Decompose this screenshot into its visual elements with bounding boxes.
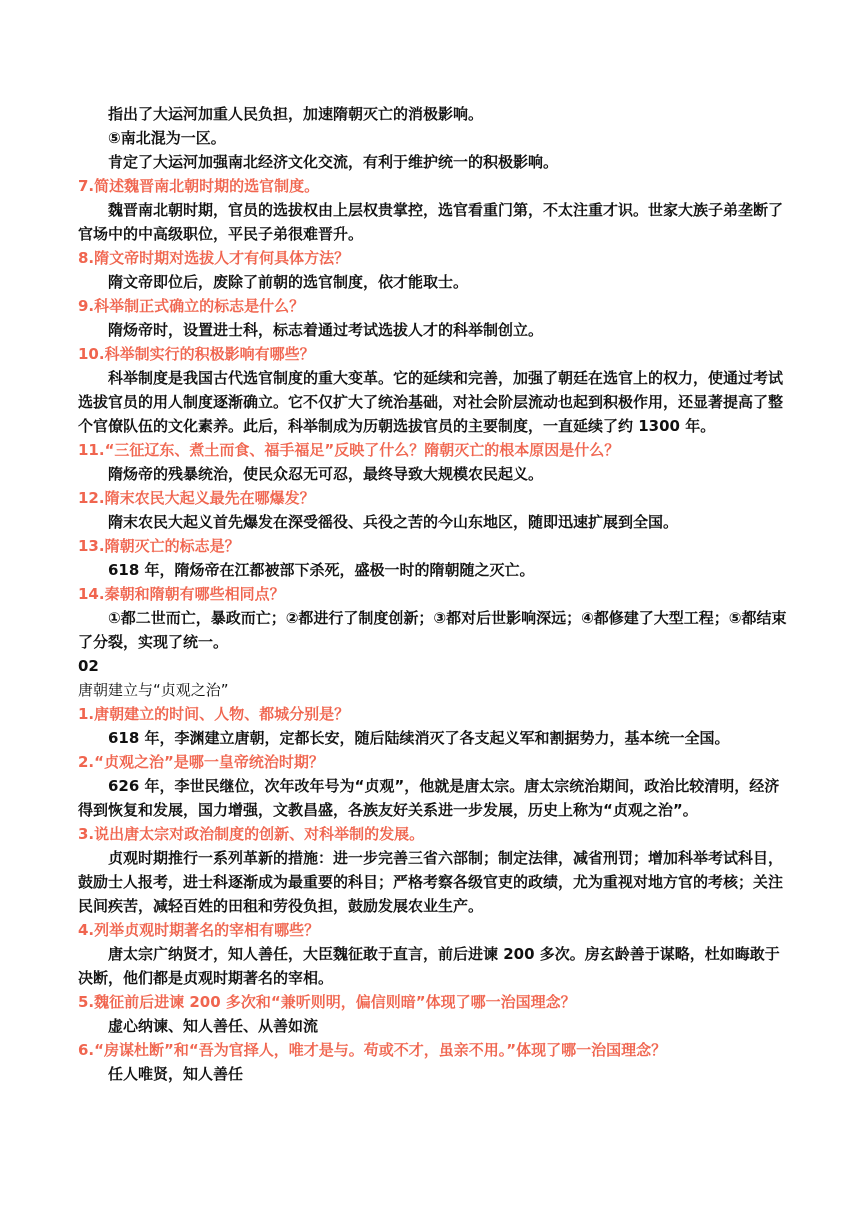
question-heading: 6.“房谋杜断”和“吾为官择人，唯才是与。苟或不才，虽亲不用。”体现了哪一治国理念？ xyxy=(78,1041,667,1059)
paragraph: 虚心纳谏、知人善任、从善如流 xyxy=(108,1017,319,1035)
question-heading: 3.说出唐太宗对政治制度的创新、对科举制的发展。 xyxy=(78,825,425,843)
paragraph: 唐太宗广纳贤才，知人善任，大臣魏征敢于直言，前后进谏 200 多次。房玄龄善于谋略，杜如晦敢于决断，他们都是贞观时期著名的宰相。 xyxy=(78,945,780,987)
question-heading: 2.“贞观之治”是哪一皇帝统治时期？ xyxy=(78,753,324,771)
question-heading: 7.简述魏晋南北朝时期的选官制度。 xyxy=(78,177,320,195)
paragraph: 隋末农民大起义首先爆发在深受徭役、兵役之苦的今山东地区，随即迅速扩展到全国。 xyxy=(108,513,679,531)
paragraph: 肯定了大运河加强南北经济文化交流，有利于维护统一的积极影响。 xyxy=(108,153,559,171)
paragraph: 科举制度是我国古代选官制度的重大变革。它的延续和完善，加强了朝廷在选官上的权力，使通过考试选拔官员的用人制度逐渐确立。它不仅扩大了统治基础，对社会阶层流动也起到积极作用，还显著提高了整个官僚队伍的文化素养。此后，科举制成为历朝选拔官员的主要制度，一直延续了约 1300 年。 xyxy=(78,369,784,435)
question-heading: 13.隋朝灭亡的标志是？ xyxy=(78,537,240,555)
paragraph: ①都二世而亡，暴政而亡；②都进行了制度创新；③都对后世影响深远；④都修建了大型工程；⑤都结束了分裂，实现了统一。 xyxy=(78,609,787,651)
question-heading: 5.魏征前后进谏 200 多次和“兼听则明，偏信则暗”体现了哪一治国理念？ xyxy=(78,993,576,1011)
paragraph: 隋文帝即位后，废除了前朝的选官制度，依才能取士。 xyxy=(108,273,469,291)
question-heading: 1.唐朝建立的时间、人物、都城分别是？ xyxy=(78,705,350,723)
paragraph: ⑤南北混为一区。 xyxy=(108,129,226,147)
paragraph: 指出了大运河加重人民负担，加速隋朝灭亡的消极影响。 xyxy=(108,105,484,123)
question-heading: 8.隋文帝时期对选拔人才有何具体方法？ xyxy=(78,249,350,267)
paragraph: 任人唯贤，知人善任 xyxy=(108,1065,244,1083)
paragraph: 魏晋南北朝时期，官员的选拔权由上层权贵掌控，选官看重门第，不太注重才识。世家大族子弟垄断了官场中的中高级职位，平民子弟很难晋升。 xyxy=(78,201,784,243)
document-body xyxy=(78,102,790,1086)
paragraph: 618 年，李渊建立唐朝，定都长安，随后陆续消灭了各支起义军和割据势力，基本统一全国。 xyxy=(108,729,730,747)
paragraph: 618 年，隋炀帝在江都被部下杀死，盛极一时的隋朝随之灭亡。 xyxy=(108,561,535,579)
paragraph: 隋炀帝的残暴统治，使民众忍无可忍，最终导致大规模农民起义。 xyxy=(108,465,544,483)
section-title: 唐朝建立与“贞观之治” xyxy=(78,681,229,699)
question-heading: 12.隋末农民大起义最先在哪爆发？ xyxy=(78,489,315,507)
question-heading: 10.科举制实行的积极影响有哪些？ xyxy=(78,345,315,363)
paragraph: 隋炀帝时，设置进士科，标志着通过考试选拔人才的科举制创立。 xyxy=(108,321,544,339)
paragraph: 贞观时期推行一系列革新的措施：进一步完善三省六部制；制定法律，减省刑罚；增加科举考试科目，鼓励士人报考，进士科逐渐成为最重要的科目；严格考察各级官吏的政绩，尤为重视对地方官的考核；关注民间疾苦，减轻百姓的田租和劳役负担，鼓励发展农业生产。 xyxy=(78,849,784,915)
question-heading: 14.秦朝和隋朝有哪些相同点？ xyxy=(78,585,285,603)
paragraph: 626 年，李世民继位，次年改年号为“贞观”，他就是唐太宗。唐太宗统治期间，政治比较清明，经济得到恢复和发展，国力增强，文教昌盛，各族友好关系进一步发展，历史上称为“贞观之治”。 xyxy=(78,777,780,819)
question-heading: 9.科举制正式确立的标志是什么？ xyxy=(78,297,305,315)
question-heading: 4.列举贞观时期著名的宰相有哪些？ xyxy=(78,921,320,939)
section-number: 02 xyxy=(78,657,99,675)
question-heading: 11.“三征辽东、煮土而食、福手福足”反映了什么？隋朝灭亡的根本原因是什么？ xyxy=(78,441,620,459)
